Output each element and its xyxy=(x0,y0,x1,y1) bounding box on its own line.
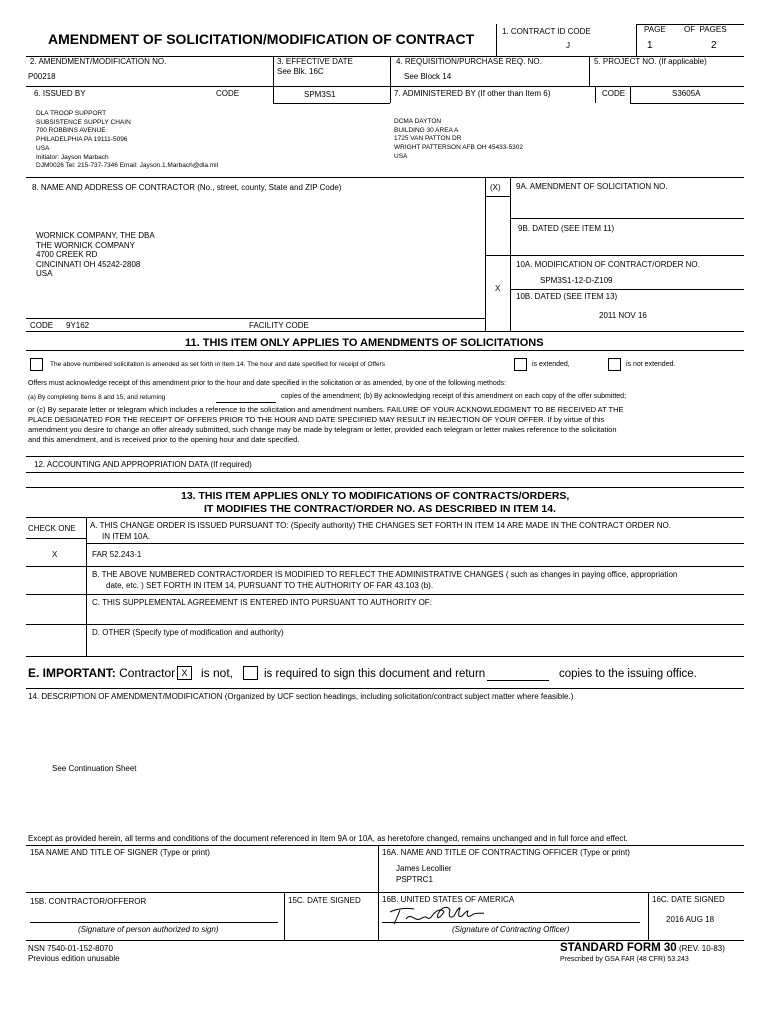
officer-signature-caption: (Signature of Contracting Officer) xyxy=(452,925,570,934)
issued-by-label: 6. ISSUED BY xyxy=(34,89,86,98)
facility-code-label: FACILITY CODE xyxy=(249,321,309,330)
administered-by-line: DCMA DAYTON xyxy=(394,118,442,125)
item-13a-authority: FAR 52.243-1 xyxy=(92,550,142,559)
amendment-no-value: P00218 xyxy=(28,72,56,81)
item-14-footer: Except as provided herein, all terms and conditions of the document referenced in Item 9A or 10A, as heretofore changed, remains unchanged and in full force and effect. xyxy=(28,834,628,843)
is-extended-label: is extended, xyxy=(532,361,570,368)
administered-by-label: 7. ADMINISTERED BY (If other than Item 6) xyxy=(394,89,551,98)
contractor-signature-caption: (Signature of person authorized to sign) xyxy=(78,925,219,934)
item-13a-checkmark[interactable]: X xyxy=(52,550,58,559)
issued-by-line: DLA TROOP SUPPORT xyxy=(36,110,107,117)
block-10a-checkmark[interactable]: X xyxy=(495,284,501,293)
not-extended-label: is not extended. xyxy=(626,361,676,368)
standard-form-title: STANDARD FORM 30 (REV. 10-83) xyxy=(560,942,725,954)
officer-title: PSPTRC1 xyxy=(396,875,433,884)
item-11-paragraph-line: or (c) By separate letter or telegram which includes a reference to the solicitation and amendment numbers. FAILURE OF YOUR ACKNOWLEDGMENT TO BE RECEIVED AT THE xyxy=(28,405,624,414)
item-12-label: 12. ACCOUNTING AND APPROPRIATION DATA (If required) xyxy=(34,460,252,469)
is-not-label: is not, xyxy=(201,666,234,680)
item-14-label: 14. DESCRIPTION OF AMENDMENT/MODIFICATION (Organized by UCF section headings, including solicitation/contract subject matter where feasible.) xyxy=(28,692,574,701)
signer-name-label: 15A NAME AND TITLE OF SIGNER (Type or print) xyxy=(30,848,210,857)
solicitation-amended-checkbox[interactable] xyxy=(30,358,43,371)
contract-id-value: J xyxy=(566,41,570,50)
block-10b-label: 10B. DATED (SEE ITEM 13) xyxy=(516,292,618,301)
contractor-line: WORNICK COMPANY, THE DBA xyxy=(36,231,155,240)
item-11-paragraph-line: PLACE DESIGNATED FOR THE RECEIPT OF OFFERS PRIOR TO THE HOUR AND DATE SPECIFIED MAY RESULT IN REJECTION OF YOUR OFFER. If by virtue of this xyxy=(28,415,605,424)
of-pages-label: OF PAGES xyxy=(684,25,727,34)
important-notice: E. IMPORTANT: Contractor xyxy=(28,666,176,680)
page-label: PAGE xyxy=(644,25,666,34)
contract-id-label: 1. CONTRACT ID CODE xyxy=(502,27,591,36)
item-11-line3a: (a) By completing Items 8 and 15, and returning xyxy=(28,394,166,401)
nsn-number: NSN 7540-01-152-8070 xyxy=(28,944,113,953)
officer-name-label: 16A. NAME AND TITLE OF CONTRACTING OFFICER (Type or print) xyxy=(382,848,630,857)
item-11-paragraph-line: and this amendment, and is received prior to the opening hour and date specified. xyxy=(28,435,300,444)
administered-by-line: USA xyxy=(394,152,408,160)
item-11-line2: Offers must acknowledge receipt of this amendment prior to the hour and date specified in the solicitation or as amended, by one of the following methods: xyxy=(28,380,507,387)
form-title: AMENDMENT OF SOLICITATION/MODIFICATION OF CONTRACT xyxy=(48,31,475,47)
copies-to-return-blank[interactable] xyxy=(487,680,549,681)
contractor-code-label: CODE xyxy=(30,321,54,330)
item-11-line1: The above numbered solicitation is amended as set forth in Item 14. The hour and date specified for receipt of Offers xyxy=(50,361,386,368)
block-10a-value: SPM3S1-12-D-Z109 xyxy=(540,276,613,285)
copies-label: copies to the issuing office. xyxy=(559,668,697,680)
item-13c-line: C. THIS SUPPLEMENTAL AGREEMENT IS ENTERED INTO PURSUANT TO AUTHORITY OF: xyxy=(92,598,432,607)
project-no-label: 5. PROJECT NO. (If applicable) xyxy=(594,57,707,66)
block-9a-label: 9A. AMENDMENT OF SOLICITATION NO. xyxy=(516,182,668,191)
item-13d-line: D. OTHER (Specify type of modification and authority) xyxy=(92,628,284,637)
officer-name: James Lecollier xyxy=(396,864,452,873)
contractor-code-value: 9Y162 xyxy=(66,321,90,330)
item-11-line3b: copies of the amendment; (b) By acknowledging receipt of this amendment on each copy of the offer submitted; xyxy=(281,393,627,400)
administered-by-line: BUILDING 30 AREA A xyxy=(394,126,459,134)
item-13a-line1: A. THIS CHANGE ORDER IS ISSUED PURSUANT TO: (Specify authority) THE CHANGES SET FORTH IN ITEM 14 ARE MADE IN THE CONTRACT ORDER NO. xyxy=(90,521,671,530)
administered-by-line: WRIGHT PATTERSON AFB OH 45433-5302 xyxy=(394,144,523,152)
issued-by-line: PHILADELPHIA PA 19111-5096 xyxy=(36,136,128,144)
item-13b-line2: date, etc. ) SET FORTH IN ITEM 14, PURSUANT TO THE AUTHORITY OF FAR 43.103 (b). xyxy=(106,581,434,590)
effective-date-value: See Blk. 16C xyxy=(277,67,324,76)
page-number: 1 xyxy=(647,40,653,51)
item-13-title-line2: IT MODIFIES THE CONTRACT/ORDER NO. AS DESCRIBED IN ITEM 14. xyxy=(204,503,556,515)
issued-by-line: Initiator: Jayson Marbach xyxy=(36,153,109,161)
requisition-no-label: 4. REQUISITION/PURCHASE REQ. NO. xyxy=(396,57,542,66)
is-required-checkbox[interactable] xyxy=(243,666,258,680)
contractor-label: 8. NAME AND ADDRESS OF CONTRACTOR (No., street, county, State and ZIP Code) xyxy=(32,183,342,192)
is-required-label: is required to sign this document and return xyxy=(264,668,486,680)
contractor-line: USA xyxy=(36,269,53,278)
item-14-body: See Continuation Sheet xyxy=(52,764,137,773)
copies-blank[interactable] xyxy=(216,402,276,403)
effective-date-label: 3. EFFECTIVE DATE xyxy=(277,57,353,66)
contractor-line: THE WORNICK COMPANY xyxy=(36,240,135,250)
check-one-label: CHECK ONE xyxy=(28,524,76,533)
block-10a-label: 10A. MODIFICATION OF CONTRACT/ORDER NO. xyxy=(516,260,700,269)
contractor-offeror-label: 15B. CONTRACTOR/OFFEROR xyxy=(30,897,147,906)
issued-by-line: DJM0026 Tel: 215-737-7346 Email: Jayson.1.Marbach@dla.mil xyxy=(36,162,219,170)
previous-edition-note: Previous edition unusable xyxy=(28,954,120,963)
issued-by-line: USA xyxy=(36,144,50,152)
item-13a-line2: IN ITEM 10A. xyxy=(102,532,151,541)
issued-by-line: SUBSISTENCE SUPPLY CHAIN xyxy=(36,118,131,126)
contractor-date-signed-label: 15C. DATE SIGNED xyxy=(288,896,361,905)
item-11-paragraph-line: amendment you desire to change an offer already submitted, such change may be made by telegram or letter, provided each telegram or letter makes reference to the solicitation xyxy=(28,425,617,434)
item-11-title: 11. THIS ITEM ONLY APPLIES TO AMENDMENTS OF SOLICITATIONS xyxy=(185,337,544,349)
amendment-no-label: 2. AMENDMENT/MODIFICATION NO. xyxy=(30,57,167,66)
administered-by-code: S3605A xyxy=(672,89,701,98)
contractor-line: 4700 CREEK RD xyxy=(36,250,98,259)
item-13b-line1: B. THE ABOVE NUMBERED CONTRACT/ORDER IS MODIFIED TO REFLECT THE ADMINISTRATIVE CHANGES ( such as changes in paying office, appropriation xyxy=(92,570,678,579)
not-extended-checkbox[interactable] xyxy=(608,358,621,371)
officer-date-signed: 2016 AUG 18 xyxy=(666,915,715,924)
administered-by-code-label: CODE xyxy=(602,89,626,98)
is-not-required-checkbox[interactable]: X xyxy=(177,666,192,680)
contractor-signature-line[interactable] xyxy=(30,922,278,923)
administered-by-line: 1725 VAN PATTON DR xyxy=(394,135,462,143)
issued-by-line: 700 ROBBINS AVENUE xyxy=(36,127,106,135)
prescribed-by: Prescribed by GSA FAR (48 CFR) 53.243 xyxy=(560,956,689,963)
requisition-no-value: See Block 14 xyxy=(404,72,452,81)
issued-by-code-label: CODE xyxy=(216,89,240,98)
block-10b-value: 2011 NOV 16 xyxy=(599,311,647,320)
is-extended-checkbox[interactable] xyxy=(514,358,527,371)
block-9b-label: 9B. DATED (SEE ITEM 11) xyxy=(518,224,615,233)
officer-signature-line[interactable] xyxy=(382,922,640,923)
issued-by-code: SPM3S1 xyxy=(304,90,336,99)
item-13-title-line1: 13. THIS ITEM APPLIES ONLY TO MODIFICATIONS OF CONTRACTS/ORDERS, xyxy=(181,490,570,502)
united-states-label: 16B. UNITED STATES OF AMERICA xyxy=(382,895,515,904)
contractor-line: CINCINNATI OH 45242-2808 xyxy=(36,259,141,269)
x-column-header: (X) xyxy=(490,183,501,192)
officer-date-signed-label: 16C. DATE SIGNED xyxy=(652,895,725,904)
total-pages: 2 xyxy=(711,40,717,51)
